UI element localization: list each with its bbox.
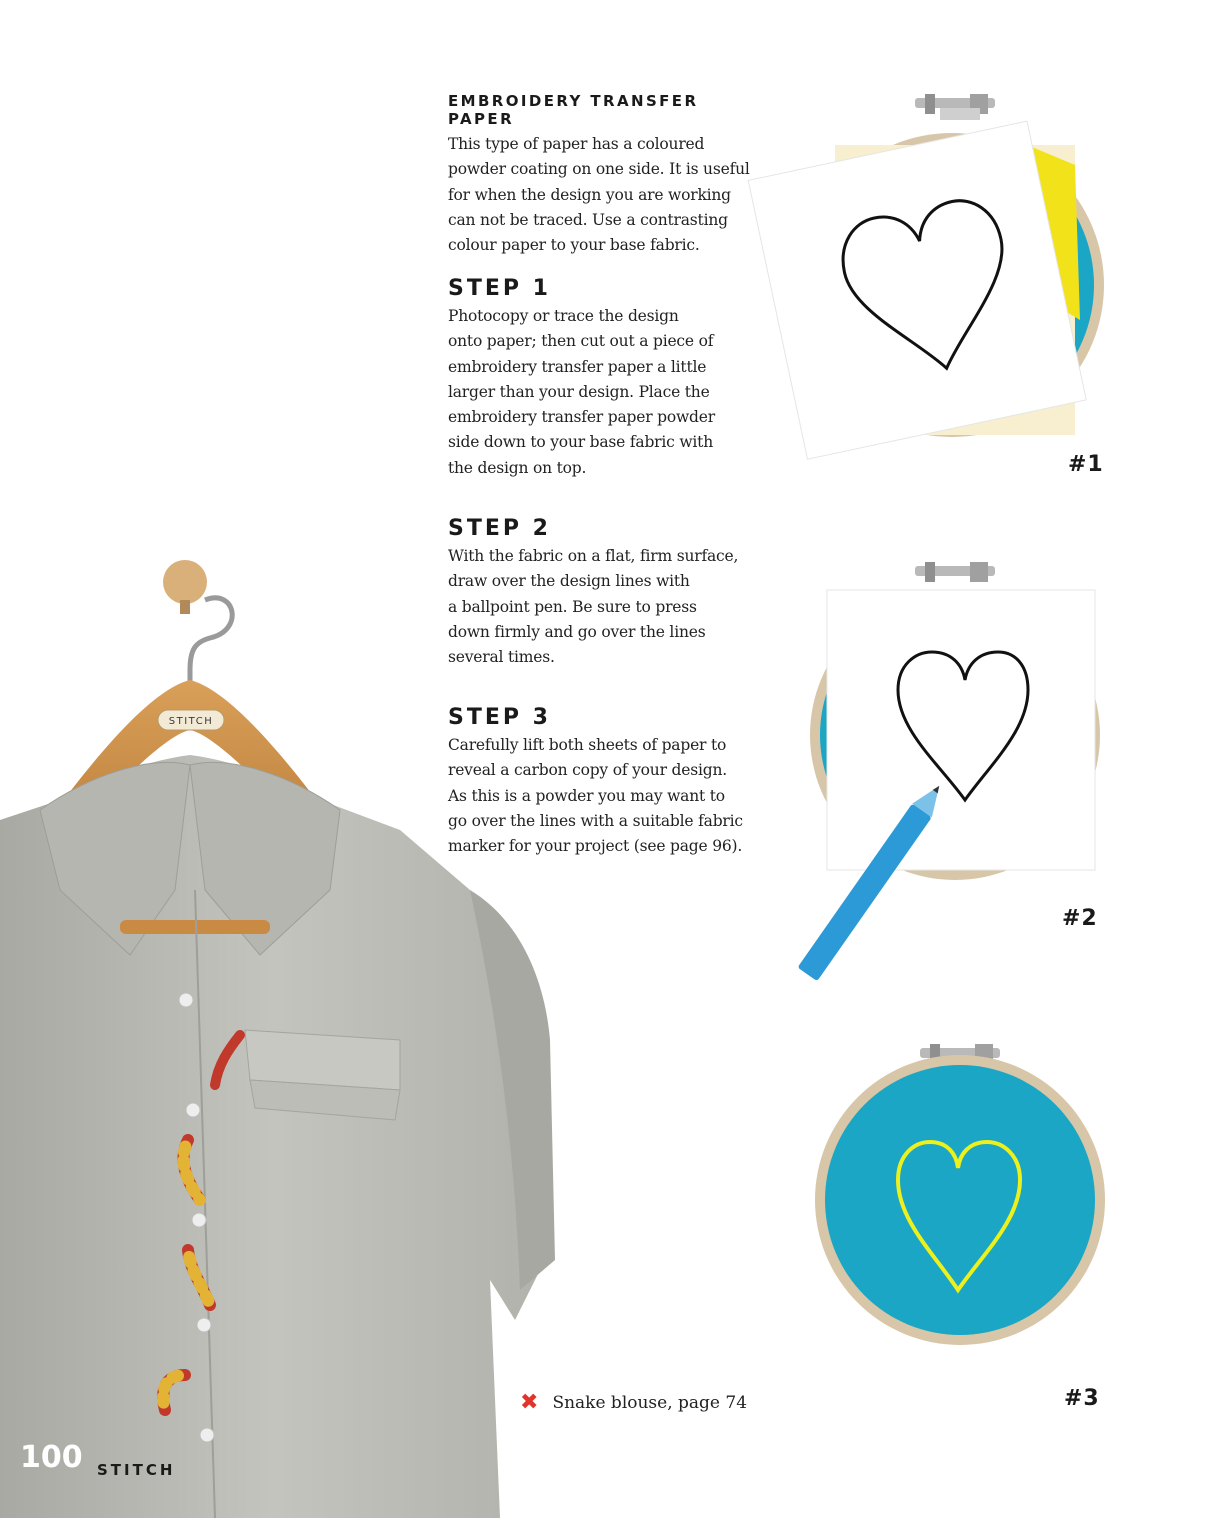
design-sheet [748, 121, 1086, 459]
hoop-screw [915, 562, 995, 582]
transfer-paper-text: This type of paper has a coloured powder coating on one side. It is useful for when the design you are working can not be traced. Use a contrasting colour paper to your base fabric. [448, 135, 750, 255]
figure-3-label: #3 [1064, 1386, 1100, 1411]
step-3-text: Carefully lift both sheets of paper to reveal a carbon copy of your design. As this is a powder you may want to go over the lines with a suitable fabric marker for your project (see page 96). [448, 736, 743, 856]
figure-2-illustration [780, 560, 1140, 1000]
figure-1-label: #1 [1068, 452, 1104, 477]
figure-2-label: #2 [1062, 906, 1098, 931]
design-sheet [827, 590, 1095, 870]
step-1-text: Photocopy or trace the design onto paper; then cut out a piece of embroidery transfer paper a little larger than your design. Place the embroidery transfer paper powder side down to your base fabric with the design on top. [448, 307, 715, 477]
cross-icon: ✖ [520, 1390, 539, 1415]
step-1-section [448, 276, 768, 481]
page-number: 100 [20, 1440, 83, 1475]
figure-1-illustration [730, 90, 1130, 490]
snake-blouse-reference[interactable] [520, 1392, 747, 1414]
transfer-paper-heading: EMBROIDERY TRANSFER PAPER [448, 92, 699, 128]
step-2-heading: STEP 2 [448, 516, 551, 541]
transfer-paper-section [448, 92, 768, 258]
hanger-tag-text: STITCH [168, 716, 214, 727]
running-title: STITCH [97, 1461, 176, 1479]
step-3-heading: STEP 3 [448, 705, 551, 730]
hoop-fabric [825, 1065, 1095, 1335]
reference-text: Snake blouse, page 74 [552, 1393, 748, 1413]
hoop-screw [915, 94, 995, 120]
wall-peg [163, 560, 207, 604]
shirt-on-hanger-illustration [0, 560, 560, 1518]
step-3-section [448, 705, 768, 859]
step-1-heading: STEP 1 [448, 276, 551, 301]
figure-3-illustration [810, 1040, 1120, 1350]
step-2-text: With the fabric on a flat, firm surface, draw over the design lines with a ballpoint pen. Be sure to press down firmly and go over the lines several times. [448, 547, 739, 667]
hanger-hook [190, 598, 232, 690]
step-2-section [448, 516, 768, 670]
